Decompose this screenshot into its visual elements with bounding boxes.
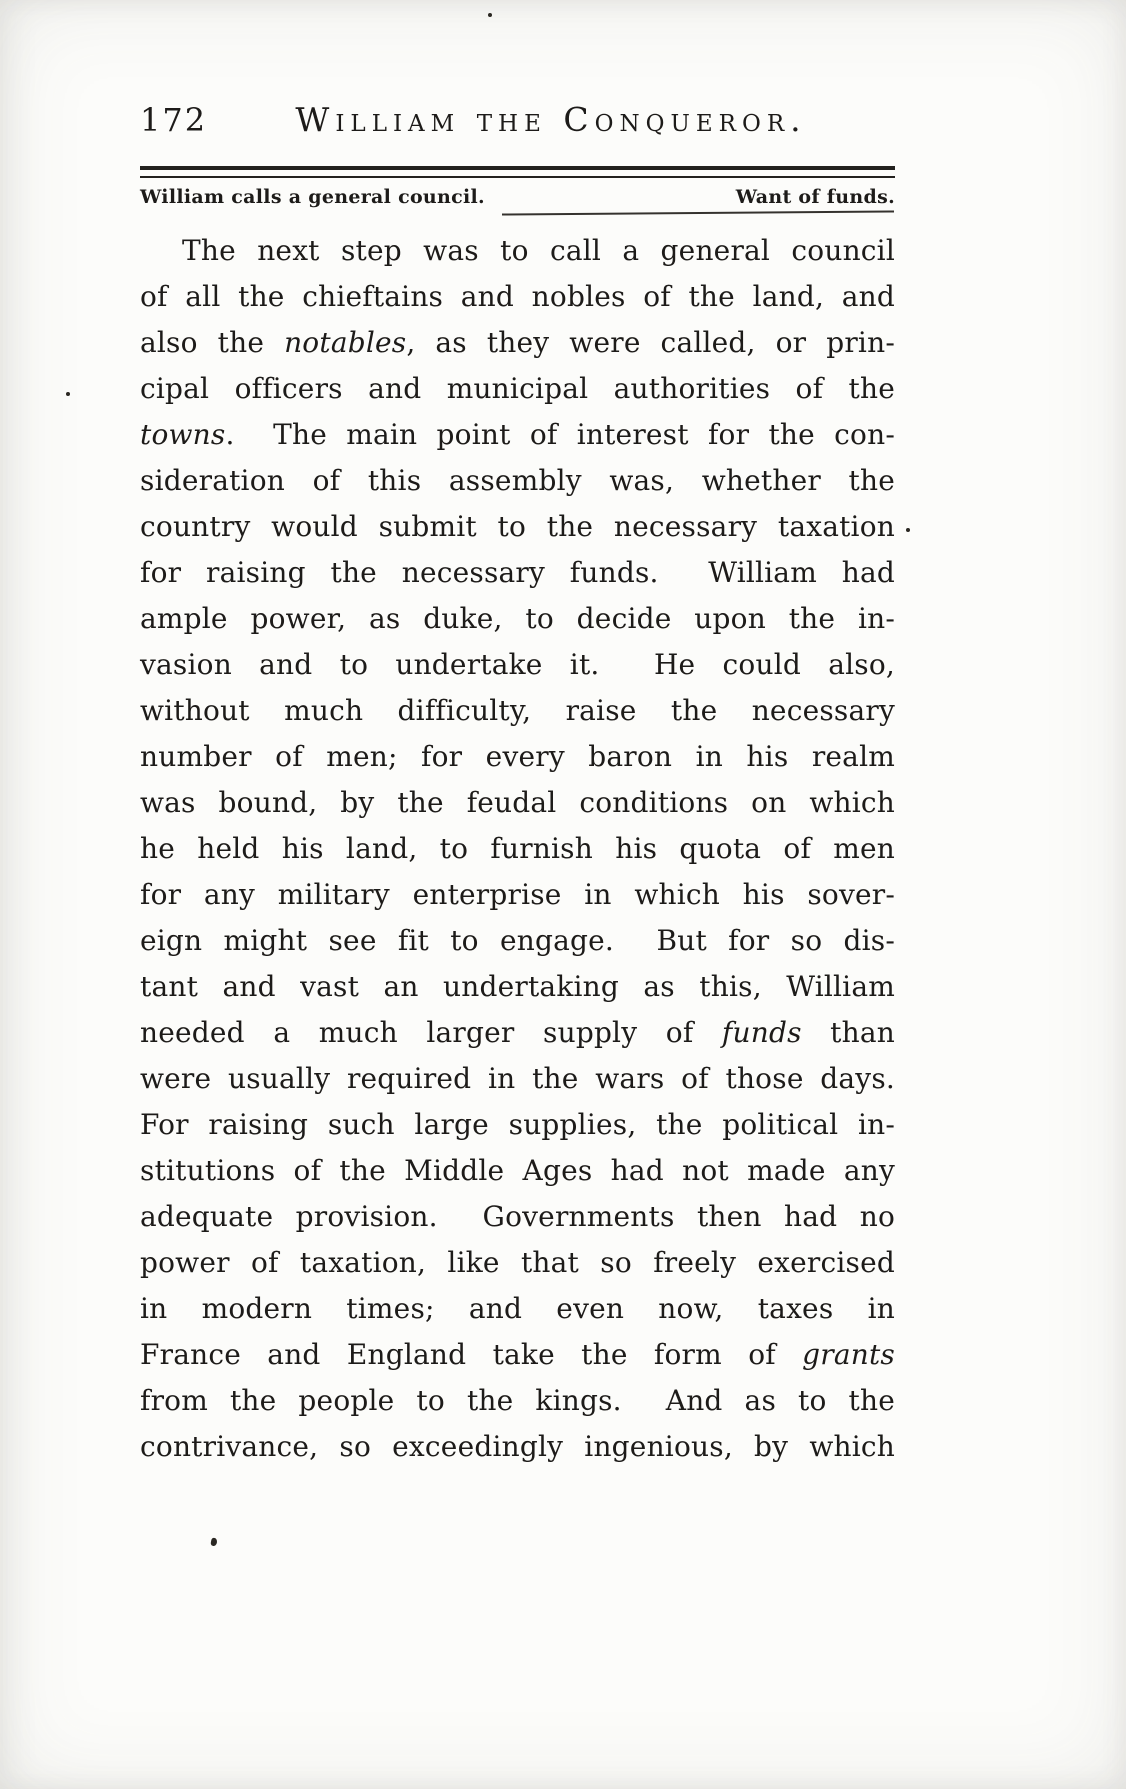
header-rule-thick [140, 166, 895, 170]
running-header-left: William calls a general council. [140, 186, 485, 208]
text-line: stitutions of the Middle Ages had not made any [140, 1154, 895, 1187]
text-line: without much difficulty, raise the necessary [140, 694, 895, 727]
text-line: of all the chieftains and nobles of the land, and [140, 280, 895, 313]
scan-artifact-dot [488, 13, 492, 17]
text-line: he held his land, to furnish his quota of men [140, 832, 895, 865]
text-line: power of taxation, like that so freely exercised [140, 1246, 895, 1279]
text-line: in modern times; and even now, taxes in [140, 1292, 895, 1325]
text-line: were usually required in the wars of those days. [140, 1062, 895, 1095]
text-line: tant and vast an undertaking as this, William [140, 970, 895, 1003]
text-line: The next step was to call a general council [182, 234, 895, 267]
text-line: for any military enterprise in which his sover- [140, 878, 895, 911]
text-line: sideration of this assembly was, whether the [140, 464, 895, 497]
text-line: For raising such large supplies, the political in- [140, 1108, 895, 1141]
text-line: needed a much larger supply of funds than [140, 1016, 895, 1049]
scan-artifact-dot [906, 528, 910, 532]
text-line: adequate provision. Governments then had no [140, 1200, 895, 1233]
subheader-rule [502, 210, 894, 215]
text-line: for raising the necessary funds. William had [140, 556, 895, 589]
text-line: from the people to the kings. And as to the [140, 1384, 895, 1417]
text-line: towns. The main point of interest for the con- [140, 418, 895, 451]
page-number: 172 [140, 101, 208, 139]
page-header [140, 100, 895, 152]
text-line: also the notables, as they were called, or prin- [140, 326, 895, 359]
text-line: ample power, as duke, to decide upon the in- [140, 602, 895, 635]
scan-artifact-mark [210, 1537, 218, 1546]
text-line: eign might see fit to engage. But for so dis- [140, 924, 895, 957]
body-text [140, 228, 895, 1470]
text-line: country would submit to the necessary taxation [140, 510, 895, 543]
running-header [140, 186, 895, 208]
text-line: France and England take the form of grants [140, 1338, 895, 1371]
header-rule-thin [140, 176, 895, 178]
text-line: was bound, by the feudal conditions on which [140, 786, 895, 819]
book-title: William the Conqueror. [295, 100, 807, 139]
running-header-right: Want of funds. [735, 186, 895, 208]
text-line: cipal officers and municipal authorities of the [140, 372, 895, 405]
text-line: vasion and to undertake it. He could also, [140, 648, 895, 681]
scan-artifact-dot [66, 392, 70, 396]
text-line: contrivance, so exceedingly ingenious, by which [140, 1430, 895, 1463]
text-line: number of men; for every baron in his realm [140, 740, 895, 773]
